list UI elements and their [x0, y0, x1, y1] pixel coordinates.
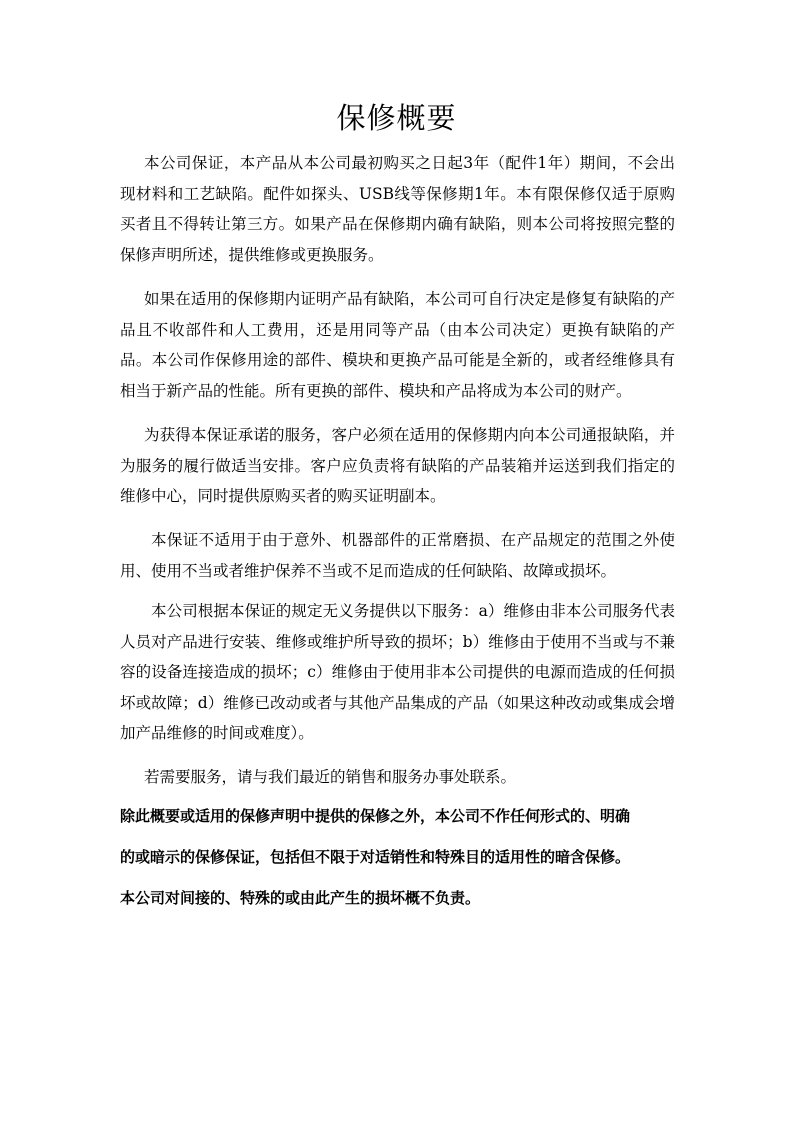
page-title: 保修概要: [336, 101, 457, 135]
disclaimer-line: 的或暗示的保修保证，包括但不限于对适销性和特殊目的适用性的暗含保修。: [120, 848, 631, 866]
service-procedure-paragraph: 为获得本保证承诺的服务，客户必须在适用的保修期内向本公司通报缺陷，并为服务的履行做适当安排。客户应负责将有缺陷的产品装箱并运送到我们指定的维修中心，同时提供原购买者的购买证明副本。: [120, 426, 675, 505]
contact-paragraph: 若需要服务，请与我们最近的销售和服务办事处联系。: [144, 768, 517, 786]
defect-remedy-paragraph: 如果在适用的保修期内证明产品有缺陷，本公司可自行决定是修复有缺陷的产品且不收部件和人工费用，还是用同等产品（由本公司决定）更换有缺陷的产品。本公司作保修用途的部件、模块和更换产品可能是全新的，或者经维修具有相当于新产品的性能。所有更换的部件、模块和产品将成为本公司的财产。: [120, 290, 675, 400]
disclaimer-block: [120, 796, 680, 919]
disclaimer-line: 除此概要或适用的保修声明中提供的保修之外，本公司不作任何形式的、明确: [120, 807, 631, 825]
warranty-period-paragraph: 本公司保证，本产品从本公司最初购买之日起3年（配件1年）期间，不会出现材料和工艺缺陷。配件如探头、USB线等保修期1年。本有限保修仅适于原购买者且不得转让第三方。如果产品在保修期内确有缺陷，则本公司将按照完整的保修声明所述，提供维修或更换服务。: [120, 154, 675, 264]
exclusions-paragraph: 本保证不适用于由于意外、机器部件的正常磨损、在产品规定的范围之外使用、使用不当或者维护保养不当或不足而造成的任何缺陷、故障或损坏。: [120, 531, 675, 580]
no-obligation-paragraph: 本公司根据本保证的规定无义务提供以下服务：a）维修由非本公司服务代表人员对产品进行安装、维修或维护所导致的损坏；b）维修由于使用不当或与不兼容的设备连接造成的损坏；c）维修由于使用非本公司提供的电源而造成的任何损坏或故障；d）维修已改动或者与其他产品集成的产品（如果这种改动或集成会增加产品维修的时间或难度）。: [120, 602, 675, 742]
disclaimer-line: 本公司对间接的、特殊的或由此产生的损坏概不负责。: [120, 889, 481, 907]
